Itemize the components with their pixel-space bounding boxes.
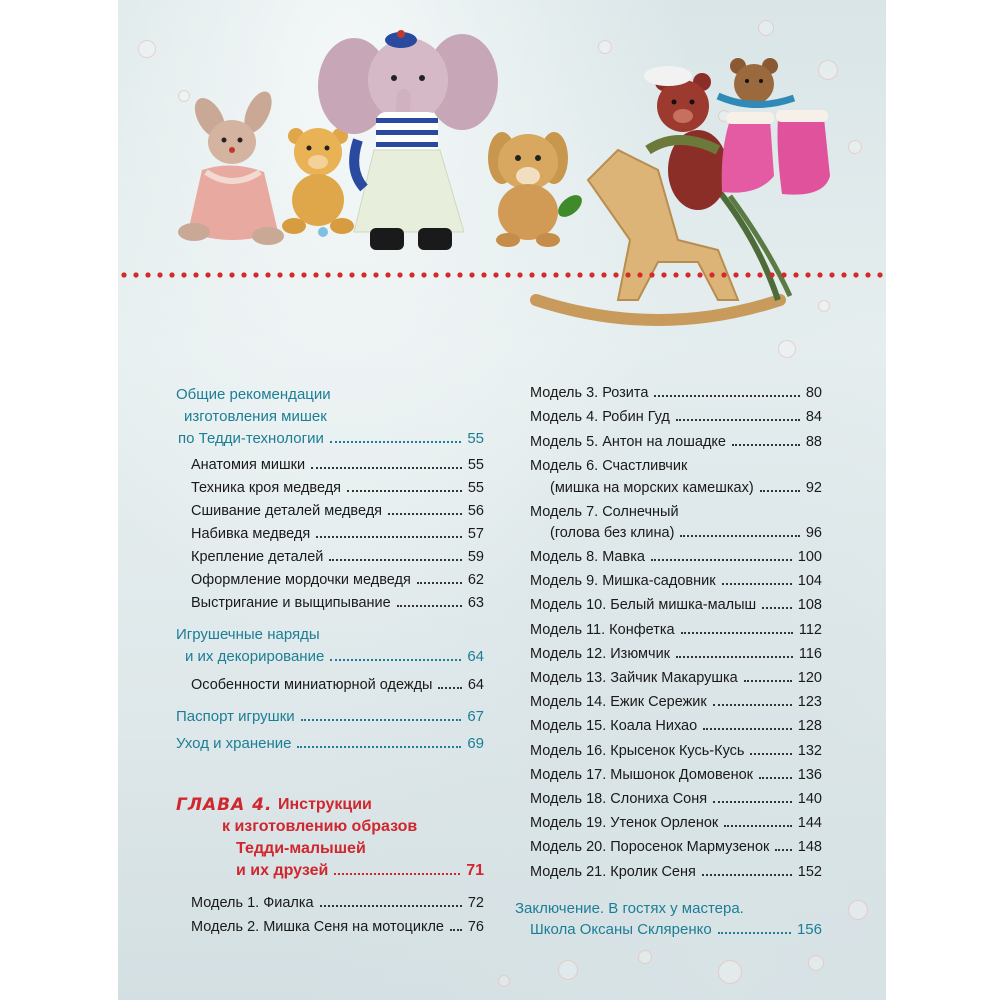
book-page — [118, 0, 886, 1000]
toc-model-entry[interactable] — [530, 431, 822, 453]
toc-entry-label: Модель 10. Белый мишка-малыш — [530, 597, 757, 614]
toc-entry-label: Модель 8. Мавка — [530, 549, 645, 565]
dot-leader — [330, 441, 461, 443]
toc-entry[interactable] — [191, 569, 484, 591]
bokeh-circle — [558, 960, 578, 980]
toc-page-number: 120 — [797, 670, 822, 686]
small-teddy-image — [282, 128, 354, 237]
toc-model-entry[interactable] — [530, 406, 822, 428]
dot-leader — [397, 605, 462, 607]
toc-entry[interactable] — [191, 477, 484, 499]
dot-leader — [676, 419, 800, 421]
toc-page-number: 116 — [798, 645, 822, 662]
toc-section-2-line-1[interactable]: Игрушечные наряды — [176, 626, 320, 643]
toc-page-number: 59 — [467, 549, 484, 565]
toc-page-number: 56 — [467, 503, 484, 519]
toc-section-1-line-2[interactable]: изготовления мишек — [184, 408, 327, 425]
toc-entry-label: Модель 19. Утенок Орленок — [530, 815, 719, 832]
toc-page-number: 108 — [797, 597, 822, 614]
toc-entry-label: Модель 9. Мишка-садовник — [530, 573, 716, 590]
toc-entry-label: Модель 13. Зайчик Макарушка — [530, 670, 738, 686]
toc-model-entry[interactable] — [191, 916, 484, 938]
dot-leader — [301, 719, 462, 721]
toc-model-entry[interactable] — [530, 546, 822, 568]
dot-leader — [722, 583, 792, 585]
toc-page-number: 140 — [797, 791, 822, 807]
toc-model-7-line-1[interactable]: Модель 7. Солнечный — [530, 504, 679, 520]
toc-page-number: 88 — [805, 434, 822, 450]
chapter-title-line-4: и их друзей — [236, 862, 329, 879]
toc-entry[interactable] — [191, 546, 484, 568]
toc-model-entry[interactable] — [530, 667, 822, 689]
dot-leader — [316, 536, 462, 538]
toc-section-3[interactable] — [176, 706, 484, 728]
toc-entry-label: Модель 14. Ежик Сережик — [530, 694, 707, 711]
toc-page-number: 96 — [805, 525, 822, 541]
dot-leader — [320, 905, 462, 907]
toc-page-number: 63 — [467, 595, 484, 611]
toc-entry-label: (мишка на морских камешках) — [550, 480, 754, 496]
toc-model-entry[interactable] — [530, 788, 822, 810]
toc-page-number: 64 — [467, 648, 484, 665]
toc-page-number: 72 — [467, 895, 484, 911]
toc-entry-label: Модель 2. Мишка Сеня на мотоцикле — [191, 919, 444, 935]
toc-page-number: 84 — [805, 409, 822, 425]
toc-page-number: 69 — [467, 735, 484, 752]
dot-leader — [651, 559, 792, 561]
dot-leader — [718, 932, 791, 934]
bunny-toy-image — [178, 87, 284, 245]
toc-entry[interactable] — [191, 454, 484, 476]
toc-model-entry[interactable] — [191, 892, 484, 914]
toc-page-number: 148 — [797, 839, 822, 856]
toc-model-entry[interactable] — [530, 740, 822, 762]
toc-conclusion-line-2: Школа Оксаны Скляренко — [530, 921, 712, 938]
toc-model-entry[interactable] — [530, 836, 822, 858]
dot-leader — [438, 687, 461, 689]
toc-page-number: 71 — [466, 862, 484, 879]
toc-entry-label: Модель 15. Коала Нихао — [530, 718, 698, 735]
toc-page-number: 128 — [797, 718, 822, 735]
toc-entry-label: Модель 5. Антон на лошадке — [530, 434, 726, 450]
dot-leader — [713, 704, 792, 706]
toc-model-entry[interactable] — [550, 522, 822, 544]
toc-model-6-line-1[interactable]: Модель 6. Счастливчик — [530, 458, 688, 474]
toc-model-entry[interactable] — [550, 477, 822, 499]
toc-entry-label: Модель 4. Робин Гуд — [530, 409, 670, 425]
dot-leader — [330, 659, 461, 661]
toc-entry-label: Модель 12. Изюмчик — [530, 645, 671, 662]
dot-leader — [762, 607, 792, 609]
dot-leader — [759, 777, 792, 779]
toc-page-number: 100 — [797, 549, 822, 565]
puppy-toy-image — [488, 132, 586, 247]
toc-model-entry[interactable] — [530, 764, 822, 786]
toc-page-number: 123 — [797, 694, 822, 711]
dot-leader — [680, 535, 799, 537]
chapter-entry[interactable] — [236, 860, 484, 882]
dot-leader — [681, 632, 793, 634]
dot-leader — [676, 656, 793, 658]
toc-page-number: 80 — [805, 385, 822, 401]
dot-leader — [744, 680, 792, 682]
toc-entry-label: Модель 20. Поросенок Мармузенок — [530, 839, 770, 856]
red-dotted-divider — [118, 271, 886, 279]
toc-entry-label: Набивка медведя — [191, 526, 311, 542]
toc-section-4[interactable] — [176, 733, 484, 755]
toc-model-entry[interactable] — [530, 715, 822, 737]
toc-entry-label: Выстригание и выщипывание — [191, 595, 391, 611]
toc-page-number: 92 — [805, 480, 822, 496]
dot-leader — [654, 395, 799, 397]
dot-leader — [713, 801, 792, 803]
chapter-title-line-2[interactable]: к изготовлению образов — [222, 818, 418, 835]
toc-page-number: 64 — [467, 677, 484, 693]
toc-page-number: 112 — [798, 621, 822, 638]
toc-page-number: 76 — [467, 919, 484, 935]
bear-in-boots-image — [718, 58, 830, 195]
toc-page-number: 55 — [467, 457, 484, 473]
dot-leader — [388, 513, 462, 515]
toc-section-1-line-1[interactable]: Общие рекомендации — [176, 386, 331, 403]
toc-model-entry[interactable] — [530, 643, 822, 665]
dot-leader — [417, 582, 462, 584]
toc-entry-label: Модель 16. Крысенок Кусь-Кусь — [530, 742, 745, 759]
toc-entry-label: Модель 21. Кролик Сеня — [530, 863, 696, 880]
bokeh-circle — [638, 950, 652, 964]
toc-section-1[interactable] — [178, 428, 484, 450]
bokeh-circle — [718, 960, 742, 984]
toc-entry-label: Модель 18. Слониха Соня — [530, 791, 708, 807]
bokeh-circle — [498, 975, 510, 987]
toc-page-number: 55 — [467, 480, 484, 496]
toc-entry-label: Техника кроя медведя — [191, 480, 342, 496]
dot-leader — [775, 849, 791, 851]
toc-entry[interactable] — [191, 674, 484, 696]
toc-section-1-line-3: по Тедди-технологии — [178, 430, 324, 447]
dot-leader — [311, 467, 462, 469]
toc-section-label: Паспорт игрушки — [176, 708, 295, 725]
bokeh-circle — [808, 955, 824, 971]
dot-leader — [297, 746, 461, 748]
bokeh-circle — [848, 900, 868, 920]
toc-entry-label: Особенности миниатюрной одежды — [191, 677, 433, 693]
dot-leader — [347, 490, 462, 492]
chapter-title-line-3[interactable]: Тедди-малышей — [236, 840, 366, 857]
toc-entry-label: Оформление мордочки медведя — [191, 572, 411, 588]
dot-leader — [750, 753, 791, 755]
toc-page-number: 152 — [797, 863, 822, 880]
toc-page-number: 136 — [797, 766, 822, 783]
toc-model-entry[interactable] — [530, 619, 822, 641]
toc-entry-label: Модель 3. Розита — [530, 385, 649, 401]
toc-entry[interactable] — [191, 500, 484, 522]
dot-leader — [329, 559, 461, 561]
toc-conclusion-line-1[interactable]: Заключение. В гостях у мастера. — [515, 900, 744, 917]
toc-model-entry[interactable] — [530, 812, 822, 834]
toc-page-number: 104 — [797, 573, 822, 590]
dot-leader — [703, 728, 792, 730]
dot-leader — [724, 825, 792, 827]
dot-leader — [732, 444, 800, 446]
toc-page-number: 132 — [797, 742, 822, 759]
toc-section-2[interactable] — [185, 646, 484, 668]
toc-page-number: 55 — [467, 430, 484, 447]
toc-entry-label: Модель 17. Мышонок Домовенок — [530, 766, 754, 783]
toc-section-label: Уход и хранение — [176, 735, 292, 752]
toc-conclusion[interactable] — [530, 919, 822, 941]
toc-entry-label: Анатомия мишки — [191, 457, 306, 473]
toc-entry-label: (голова без клина) — [550, 525, 675, 541]
toc-entry[interactable] — [191, 592, 484, 614]
toc-entry-label: Сшивание деталей медведя — [191, 503, 383, 519]
dot-leader — [760, 490, 800, 492]
dot-leader — [334, 873, 460, 875]
dot-leader — [702, 874, 792, 876]
toc-entry-label: Крепление деталей — [191, 549, 324, 565]
bokeh-circle — [778, 340, 796, 358]
toc-entry-label: Модель 1. Фиалка — [191, 895, 314, 911]
toc-page-number: 144 — [797, 815, 822, 832]
toc-entry[interactable] — [191, 523, 484, 545]
toys-illustration — [118, 0, 886, 340]
toc-model-entry[interactable] — [530, 570, 822, 592]
toc-page-number: 156 — [796, 921, 822, 938]
toc-page-number: 57 — [467, 526, 484, 542]
toc-model-entry[interactable] — [530, 691, 822, 713]
toc-entry-label: Модель 11. Конфетка — [530, 621, 675, 638]
chapter-number: ГЛАВА 4. — [176, 795, 273, 815]
chapter-title-line-1[interactable]: Инструкции — [278, 796, 372, 813]
dot-leader — [450, 929, 462, 931]
toc-section-2-line-2: и их декорирование — [185, 648, 325, 665]
toc-model-entry[interactable] — [530, 594, 822, 616]
toc-model-entry[interactable] — [530, 861, 822, 883]
toc-page-number: 62 — [467, 572, 484, 588]
toc-model-entry[interactable] — [530, 382, 822, 404]
toc-page-number: 67 — [467, 708, 484, 725]
